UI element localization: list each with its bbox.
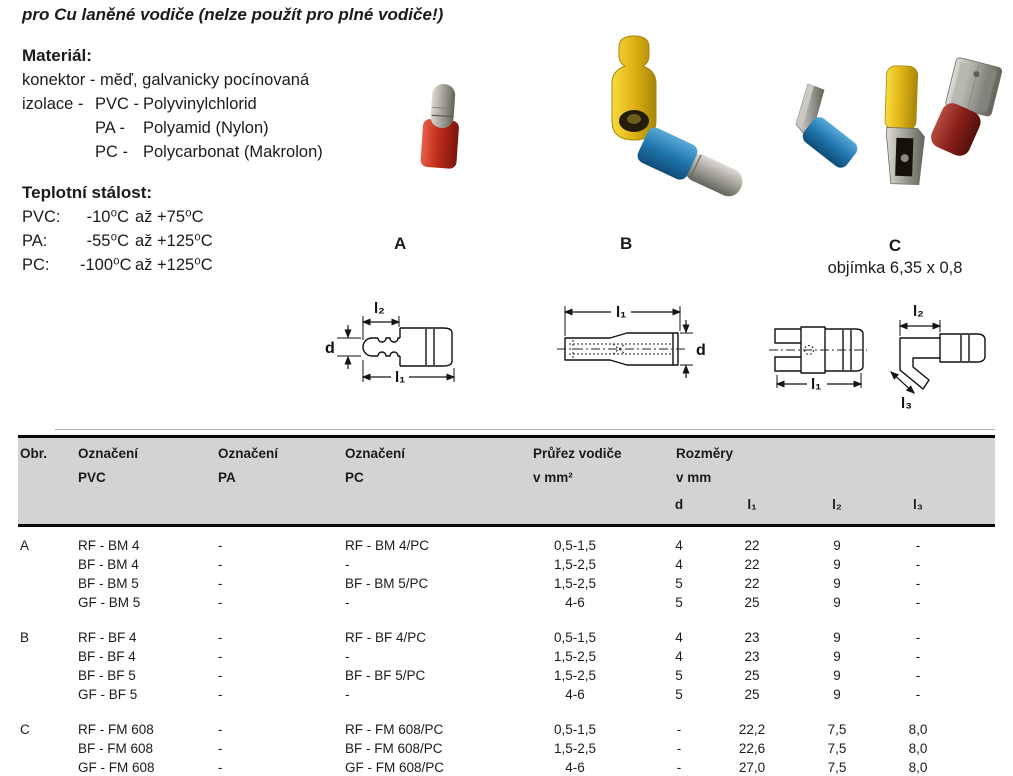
- cell-l3: -: [915, 630, 921, 645]
- table-top-thin-line: [55, 429, 995, 430]
- cell-l3: 8,0: [908, 741, 928, 756]
- header-obr: Obr.: [20, 446, 48, 461]
- header-pa: PA: [218, 470, 236, 485]
- dim-l1-label-b: l₁: [616, 304, 627, 321]
- header-oznaceni-pvc: Označení: [78, 446, 139, 461]
- drawing-dim-c: [763, 296, 1008, 414]
- cell-l1: 22: [744, 538, 760, 553]
- figure-label-b: B: [620, 234, 633, 253]
- table-header: [18, 435, 995, 527]
- figure-sublabel-c: objímka 6,35 x 0,8: [827, 259, 963, 277]
- cell-d: -: [676, 722, 682, 737]
- cell-prurez: 4-6: [565, 687, 585, 702]
- cell-l1: 27,0: [738, 760, 766, 775]
- cell-pc: -: [345, 595, 350, 610]
- cell-l1: 23: [744, 630, 760, 645]
- temp-to-pc: až +125⁰C: [135, 256, 213, 274]
- table-row: [18, 720, 995, 739]
- material-heading: Materiál:: [22, 46, 92, 65]
- cell-prurez: 1,5-2,5: [553, 649, 597, 664]
- cell-d: 5: [675, 595, 683, 610]
- material-row-pc: [22, 140, 323, 164]
- figure-label-a: A: [394, 234, 407, 253]
- table-row: [18, 739, 995, 758]
- cell-d: 5: [675, 687, 683, 702]
- cell-d: 5: [675, 668, 683, 683]
- cell-pc: BF - BF 5/PC: [345, 668, 426, 683]
- cell-d: 4: [675, 557, 683, 572]
- cell-pc: -: [345, 557, 350, 572]
- table-header-row-1: [18, 446, 995, 461]
- cell-pvc: BF - FM 608: [78, 741, 154, 756]
- material-section: [22, 44, 323, 164]
- cell-pa: -: [218, 741, 223, 756]
- cell-l1: 23: [744, 649, 760, 664]
- cell-pvc: BF - BM 4: [78, 557, 139, 572]
- cell-obr: B: [20, 630, 30, 645]
- cell-pa: -: [218, 649, 223, 664]
- cell-l2: 9: [833, 595, 841, 610]
- cell-l1: 25: [744, 668, 760, 683]
- header-d: d: [674, 497, 684, 512]
- cell-l3: -: [915, 538, 921, 553]
- cell-d: -: [676, 741, 682, 756]
- dim-l3-label-c: l₃: [901, 395, 913, 412]
- cell-l3: 8,0: [908, 760, 928, 775]
- cell-obr: [20, 555, 78, 574]
- cell-d: 5: [675, 576, 683, 591]
- cell-l2: 7,5: [827, 722, 847, 737]
- temp-to-pvc: až +75⁰C: [135, 208, 204, 226]
- material-row-pa: [22, 116, 323, 140]
- male-bullet-blue: [635, 125, 749, 205]
- temp-row-pvc: [22, 205, 213, 229]
- cell-prurez: 0,5-1,5: [553, 722, 597, 737]
- cell-obr: [20, 685, 78, 704]
- cell-d: 4: [675, 630, 683, 645]
- izolace-label: izolace -: [22, 95, 84, 113]
- spec-table: [18, 427, 995, 776]
- cell-pvc: BF - BM 5: [78, 576, 139, 591]
- dim-l2-label-c: l₂: [913, 303, 924, 320]
- cell-prurez: 1,5-2,5: [553, 741, 597, 756]
- cell-prurez: 4-6: [565, 595, 585, 610]
- table-section-a: [18, 536, 995, 612]
- female-spade-red: [928, 57, 1003, 159]
- cell-pa: -: [218, 557, 223, 572]
- cell-l2: 9: [833, 538, 841, 553]
- table-row: [18, 758, 995, 776]
- dim-d-label-b: d: [696, 342, 706, 359]
- page-subtitle: pro Cu laněné vodiče (nelze použít pro plné vodiče!): [22, 5, 444, 24]
- temp-label-pa: PA:: [22, 232, 48, 250]
- cell-pvc: GF - BM 5: [78, 595, 141, 610]
- cell-pvc: BF - BF 4: [78, 649, 136, 664]
- cell-l2: 9: [833, 668, 841, 683]
- table-row: [18, 574, 995, 593]
- material-konektor-line: konektor - měď, galvanicky pocínovaná: [22, 71, 310, 89]
- cell-l3: -: [915, 595, 921, 610]
- cell-pa: -: [218, 595, 223, 610]
- cell-l1: 25: [744, 687, 760, 702]
- drawing-dim-a: [323, 296, 463, 391]
- cell-obr: [20, 593, 78, 612]
- table-row: [18, 647, 995, 666]
- cell-pc: -: [345, 687, 350, 702]
- flag-connector-blue: [796, 84, 861, 171]
- cell-pa: -: [218, 538, 223, 553]
- temp-label-pvc: PVC:: [22, 208, 61, 226]
- header-prurez: Průřez vodiče: [533, 446, 622, 461]
- table-row: [18, 593, 995, 612]
- header-l1: l₁: [747, 497, 757, 512]
- cell-obr: A: [20, 538, 30, 553]
- cell-l3: -: [915, 557, 921, 572]
- cell-l3: -: [915, 687, 921, 702]
- cell-l2: 9: [833, 576, 841, 591]
- header-pc: PC: [345, 470, 364, 485]
- cell-prurez: 1,5-2,5: [553, 557, 597, 572]
- temp-from-pvc: -10⁰C: [86, 208, 129, 226]
- cell-l3: -: [915, 668, 921, 683]
- cell-pc: GF - FM 608/PC: [345, 760, 445, 775]
- material-abbr-pc: PC -: [95, 143, 128, 161]
- table-header-row-2: [18, 470, 995, 485]
- cell-l3: -: [915, 649, 921, 664]
- figure-label-c: C: [888, 236, 902, 255]
- temp-label-pc: PC:: [22, 256, 50, 274]
- header-oznaceni-pc: Označení: [345, 446, 406, 461]
- table-row: [18, 536, 995, 555]
- cell-obr: [20, 758, 78, 776]
- cell-pc: RF - BF 4/PC: [345, 630, 427, 645]
- dim-l2-label-a: l₂: [374, 300, 385, 317]
- material-abbr-pvc: PVC -: [95, 95, 140, 113]
- temp-row-pc: [22, 253, 213, 277]
- cell-d: 4: [675, 538, 683, 553]
- cell-pvc: RF - BF 4: [78, 630, 137, 645]
- cell-obr: [20, 666, 78, 685]
- cell-pc: -: [345, 649, 350, 664]
- cell-pa: -: [218, 722, 223, 737]
- table-row: [18, 685, 995, 704]
- material-abbr-pa: PA -: [95, 119, 125, 137]
- cell-l1: 22,2: [738, 722, 766, 737]
- photo-connector-a: [416, 56, 468, 174]
- photo-connector-c: [788, 48, 1013, 223]
- cell-l2: 9: [833, 557, 841, 572]
- table-header-row-3: [18, 497, 995, 512]
- cell-pa: -: [218, 687, 223, 702]
- header-pvc: PVC: [78, 470, 106, 485]
- cell-l3: -: [915, 576, 921, 591]
- table-section-c: [18, 720, 995, 776]
- cell-prurez: 0,5-1,5: [553, 538, 597, 553]
- cell-l1: 22: [744, 557, 760, 572]
- figure-c-block: [795, 236, 995, 278]
- cell-pvc: GF - BF 5: [78, 687, 138, 702]
- table-section-b: [18, 628, 995, 704]
- cell-prurez: 1,5-2,5: [553, 668, 597, 683]
- material-name-pvc: Polyvinylchlorid: [143, 95, 257, 113]
- cell-pvc: RF - BM 4: [78, 538, 140, 553]
- temp-from-pc: -100⁰C: [80, 256, 132, 274]
- male-blade-yellow: [883, 65, 927, 184]
- cell-pa: -: [218, 668, 223, 683]
- cell-l3: 8,0: [908, 722, 928, 737]
- cell-l1: 22: [744, 576, 760, 591]
- temperature-section: [22, 181, 213, 277]
- female-bullet-yellow: [612, 36, 656, 140]
- table-row: [18, 666, 995, 685]
- temperature-heading: Teplotní stálost:: [22, 183, 153, 202]
- header-l3: l₃: [913, 497, 923, 512]
- cell-l2: 9: [833, 687, 841, 702]
- cell-prurez: 4-6: [565, 760, 585, 775]
- dim-l1-label-c: l₁: [811, 376, 822, 393]
- cell-pa: -: [218, 630, 223, 645]
- cell-pvc: GF - FM 608: [78, 760, 155, 775]
- cell-obr: [20, 739, 78, 758]
- header-rozmery: Rozměry: [676, 446, 734, 461]
- header-prurez-unit: v mm²: [533, 470, 573, 485]
- cell-pc: RF - FM 608/PC: [345, 722, 444, 737]
- cell-pc: RF - BM 4/PC: [345, 538, 430, 553]
- cell-prurez: 1,5-2,5: [553, 576, 597, 591]
- cell-prurez: 0,5-1,5: [553, 630, 597, 645]
- cell-pc: BF - BM 5/PC: [345, 576, 429, 591]
- dim-l1-label-a: l₁: [395, 369, 406, 386]
- table-row: [18, 555, 995, 574]
- cell-l1: 25: [744, 595, 760, 610]
- temp-to-pa: až +125⁰C: [135, 232, 213, 250]
- temp-row-pa: [22, 229, 213, 253]
- cell-pa: -: [218, 760, 223, 775]
- cell-pvc: BF - BF 5: [78, 668, 136, 683]
- header-rozmery-unit: v mm: [676, 470, 712, 485]
- header-l2: l₂: [832, 497, 842, 512]
- cell-obr: C: [20, 722, 30, 737]
- dim-d-label-a: d: [325, 340, 335, 357]
- material-row-pvc: [22, 92, 323, 116]
- cell-obr: [20, 647, 78, 666]
- cell-d: -: [676, 760, 682, 775]
- cell-l2: 7,5: [827, 760, 847, 775]
- temp-from-pa: -55⁰C: [86, 232, 129, 250]
- table-row: [18, 628, 995, 647]
- cell-d: 4: [675, 649, 683, 664]
- table-body: [18, 536, 995, 776]
- cell-pc: BF - FM 608/PC: [345, 741, 443, 756]
- material-name-pc: Polycarbonat (Makrolon): [143, 143, 323, 161]
- drawing-dim-b: [553, 300, 715, 380]
- material-name-pa: Polyamid (Nylon): [143, 119, 269, 137]
- cell-l2: 9: [833, 630, 841, 645]
- photo-connector-b: [593, 33, 778, 205]
- cell-pvc: RF - FM 608: [78, 722, 154, 737]
- cell-obr: [20, 574, 78, 593]
- cell-l2: 9: [833, 649, 841, 664]
- header-oznaceni-pa: Označení: [218, 446, 279, 461]
- cell-l2: 7,5: [827, 741, 847, 756]
- cell-l1: 22,6: [738, 741, 766, 756]
- cell-pa: -: [218, 576, 223, 591]
